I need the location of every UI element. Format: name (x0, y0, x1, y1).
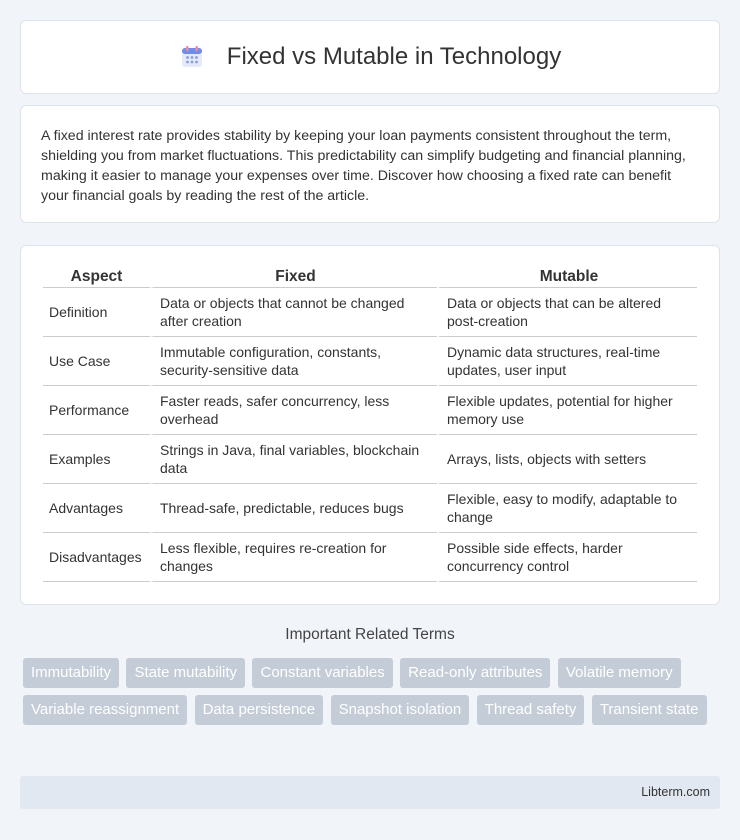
mutable-cell: Flexible, easy to modify, adaptable to change (437, 484, 697, 533)
fixed-cell: Immutable configuration, constants, security-sensitive data (150, 337, 437, 386)
table-row (43, 337, 697, 386)
table-header-row (43, 266, 697, 288)
aspect-cell: Disadvantages (43, 533, 150, 582)
aspect-cell: Use Case (43, 337, 150, 386)
footer (20, 776, 720, 809)
mutable-cell: Dynamic data structures, real-time updates, user input (437, 337, 697, 386)
fixed-cell: Faster reads, safer concurrency, less overhead (150, 386, 437, 435)
mutable-cell: Arrays, lists, objects with setters (437, 435, 697, 484)
related-term-tag[interactable]: Thread safety (477, 695, 585, 725)
related-term-tag[interactable]: Read-only attributes (400, 658, 550, 688)
column-header: Aspect (43, 266, 150, 288)
aspect-cell: Performance (43, 386, 150, 435)
related-term-tag[interactable]: Volatile memory (558, 658, 681, 688)
related-term-tag[interactable]: Immutability (23, 658, 119, 688)
related-terms-heading: Important Related Terms (285, 626, 455, 643)
calendar-icon (179, 44, 205, 70)
table-row (43, 484, 697, 533)
table-row (43, 386, 697, 435)
related-term-tag[interactable]: Constant variables (252, 658, 392, 688)
related-term-tag[interactable]: Snapshot isolation (331, 695, 470, 725)
comparison-table (43, 266, 697, 582)
aspect-cell: Advantages (43, 484, 150, 533)
comparison-card (20, 245, 720, 605)
related-term-tag[interactable]: Variable reassignment (23, 695, 187, 725)
fixed-cell: Data or objects that cannot be changed after creation (150, 288, 437, 337)
related-term-tag[interactable]: State mutability (126, 658, 245, 688)
aspect-cell: Examples (43, 435, 150, 484)
table-row (43, 435, 697, 484)
fixed-cell: Less flexible, requires re-creation for changes (150, 533, 437, 582)
related-terms-list (23, 658, 723, 732)
column-header: Mutable (437, 266, 697, 288)
mutable-cell: Data or objects that can be altered post-creation (437, 288, 697, 337)
fixed-cell: Strings in Java, final variables, blockchain data (150, 435, 437, 484)
title-card (20, 20, 720, 94)
mutable-cell: Flexible updates, potential for higher memory use (437, 386, 697, 435)
column-header: Fixed (150, 266, 437, 288)
page-title: Fixed vs Mutable in Technology (226, 43, 562, 70)
intro-card (20, 105, 720, 223)
mutable-cell: Possible side effects, harder concurrency control (437, 533, 697, 582)
aspect-cell: Definition (43, 288, 150, 337)
footer-site-link[interactable]: Libterm.com (641, 785, 710, 799)
table-row (43, 288, 697, 337)
related-term-tag[interactable]: Transient state (592, 695, 707, 725)
related-term-tag[interactable]: Data persistence (195, 695, 324, 725)
fixed-cell: Thread-safe, predictable, reduces bugs (150, 484, 437, 533)
table-row (43, 533, 697, 582)
intro-paragraph: A fixed interest rate provides stability by keeping your loan payments consistent throughout the term, shielding you from market fluctuations. This predictability can simplify budgeting and financial planning, making it easier to manage your expenses over time. Discover how choosing a fixed rate can benefit your financial goals by reading the rest of the article. (41, 128, 686, 204)
